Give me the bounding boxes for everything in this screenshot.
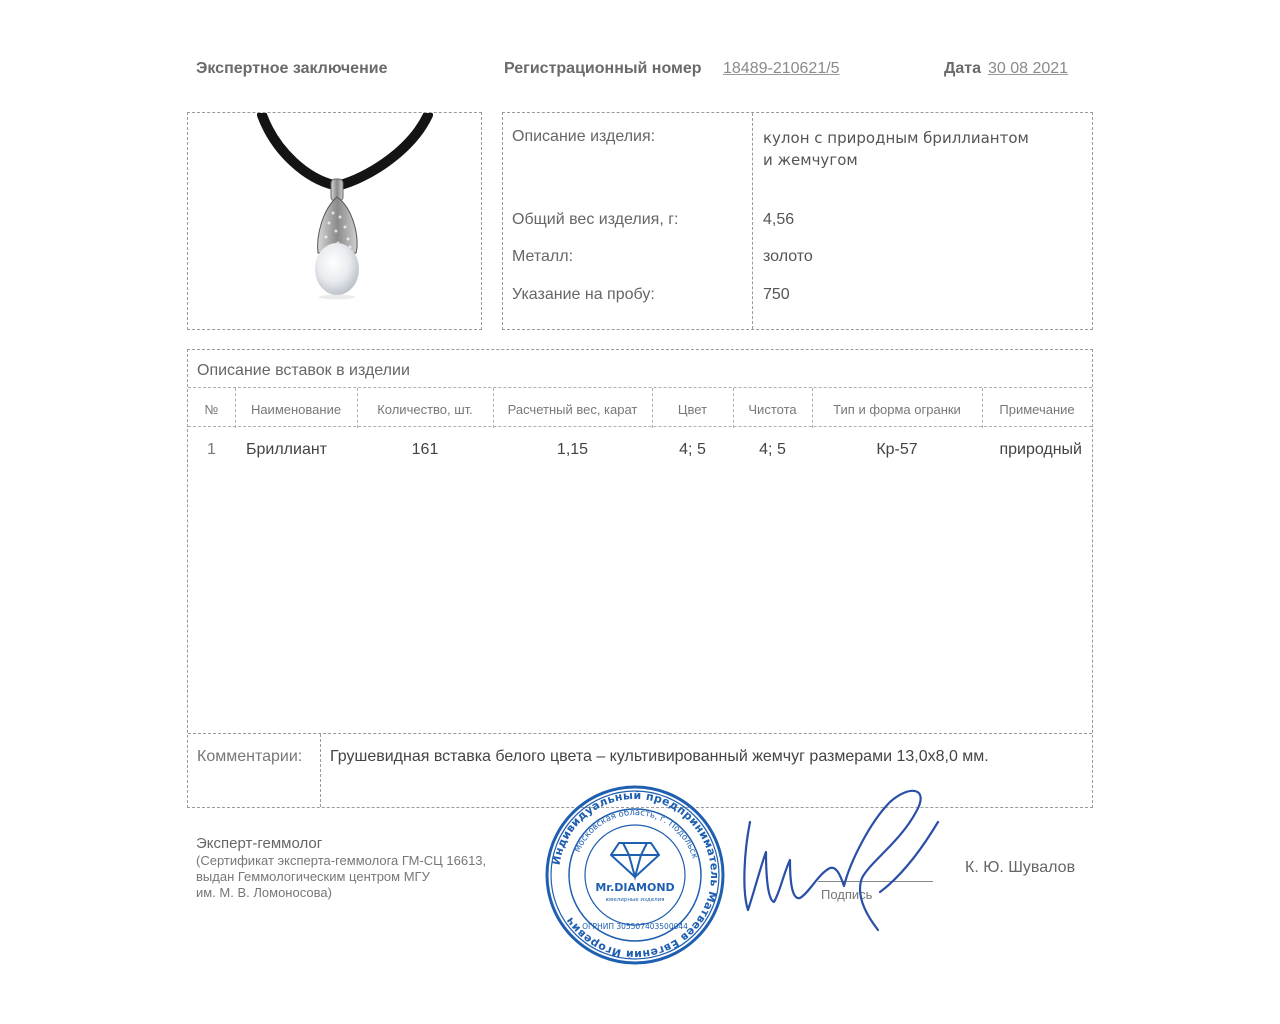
comments-rule — [188, 733, 1092, 734]
product-photo-frame — [187, 112, 482, 330]
pendant-photo — [188, 113, 481, 329]
diamond-icon — [611, 843, 659, 877]
hallmark-label: Указание на пробу: — [512, 286, 655, 303]
stamp-ogrnip-text: ОГРНИП 305507403500044 — [582, 922, 688, 931]
certificate-line-2: выдан Геммологическим центром МГУ — [196, 869, 430, 884]
comments-label: Комментарии: — [197, 748, 303, 765]
certificate-line-1: (Сертификат эксперта-геммолога ГМ-СЦ 16613, — [196, 853, 487, 868]
table-header-bottom-rule — [188, 426, 1092, 427]
stamp-region-text: Московская область, г. Подольск — [572, 807, 700, 861]
stamp-ring-text: Индивидуальный предприниматель Матвеев Евгений Игоревич — [549, 788, 722, 962]
description-line-2: и жемчугом — [763, 151, 858, 169]
row-cut: Кр-57 — [876, 441, 918, 458]
certificate-line-3: им. М. В. Ломоносова) — [196, 885, 332, 900]
inserts-section — [187, 349, 1093, 808]
date-value: 30 08 2021 — [988, 60, 1069, 77]
row-quantity: 161 — [411, 441, 439, 458]
row-number: 1 — [207, 441, 216, 458]
weight-value: 4,56 — [763, 211, 795, 228]
stamp-tagline: ювелирные изделия — [605, 897, 665, 903]
registration-number: 18489-210621/5 — [723, 60, 840, 77]
expert-name: К. Ю. Шувалов — [965, 859, 1076, 876]
column-header-quantity: Количество, шт. — [377, 402, 473, 417]
expert-title: Эксперт-геммолог — [196, 835, 323, 852]
row-note: природный — [999, 441, 1082, 458]
company-stamp — [543, 783, 727, 967]
comments-divider — [320, 734, 321, 807]
metal-value: золото — [763, 248, 813, 265]
weight-label: Общий вес изделия, г: — [512, 211, 679, 228]
product-info-divider — [752, 113, 753, 329]
column-header-cut: Тип и форма огранки — [833, 402, 961, 417]
row-name: Бриллиант — [246, 441, 328, 458]
column-header-note: Примечание — [999, 402, 1075, 417]
metal-label: Металл: — [512, 248, 574, 265]
signature-label: Подпись — [821, 887, 873, 902]
date-label: Дата — [944, 60, 982, 77]
row-color: 4; 5 — [679, 441, 706, 458]
document-title: Экспертное заключение — [196, 60, 388, 77]
column-header-name: Наименование — [250, 402, 342, 417]
column-header-weight: Расчетный вес, карат — [507, 402, 638, 417]
row-clarity: 4; 5 — [759, 441, 786, 458]
description-line-1: кулон с природным бриллиантом — [763, 129, 1029, 147]
hallmark-value: 750 — [763, 286, 790, 303]
registration-label: Регистрационный номер — [504, 60, 702, 77]
column-header-number: № — [204, 402, 219, 417]
table-header-top-rule — [188, 387, 1092, 388]
row-weight: 1,15 — [556, 441, 589, 458]
column-header-clarity: Чистота — [748, 402, 797, 417]
inserts-title: Описание вставок в изделии — [197, 362, 410, 379]
description-label: Описание изделия: — [512, 128, 656, 145]
comments-text: Грушевидная вставка белого цвета – культивированный жемчуг размерами 13,0х8,0 мм. — [330, 748, 989, 765]
handwritten-signature — [740, 782, 950, 942]
stamp-brand: Mr.DIAMOND — [595, 881, 675, 894]
column-header-color: Цвет — [677, 402, 708, 417]
